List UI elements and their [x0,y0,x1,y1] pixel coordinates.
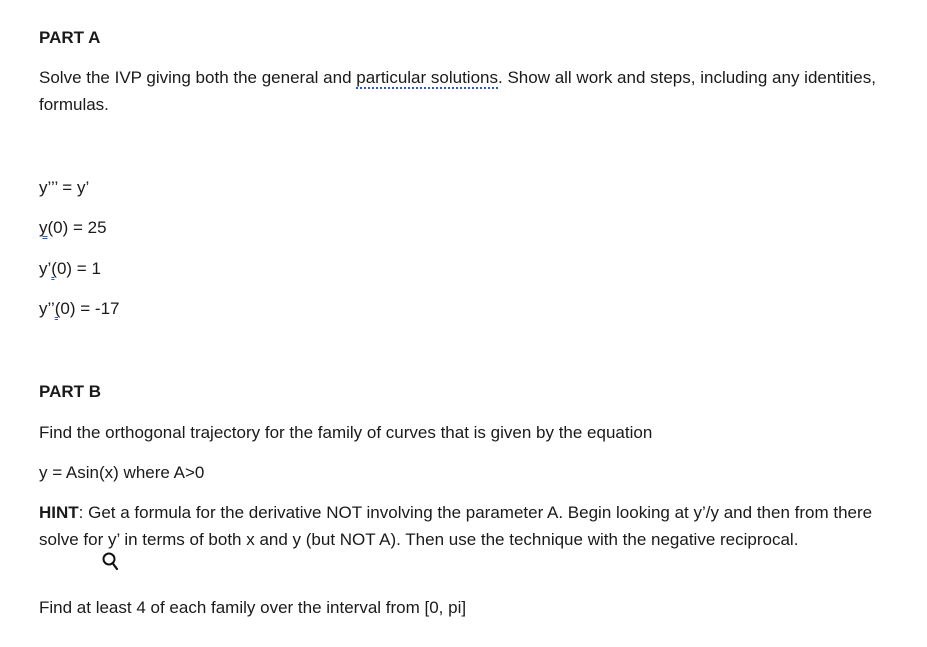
hint-label: HINT [39,503,79,522]
family-equation: y = Asin(x) where A>0 [39,463,205,482]
initial-condition-2-var: y’ [39,259,52,278]
initial-condition-2-mark[interactable]: ( [51,259,57,278]
initial-condition-3 [39,295,119,322]
part-b-instructions: Find the orthogonal trajectory for the family of curves that is given by the equation [39,423,653,442]
part-a-instructions [39,64,879,118]
part-a-instructions-start: Solve the IVP giving both the general and [39,68,357,87]
part-a-instructions-end: . Show all work and steps, including any identities, formulas. [39,68,876,114]
initial-condition-3-mark[interactable]: ( [54,299,61,318]
initial-condition-1 [39,214,107,241]
initial-condition-2-value: 0) = 1 [56,259,101,278]
part-a-heading: PART A [39,28,101,47]
initial-condition-3-var: y’’ [39,299,55,318]
initial-condition-1-var[interactable]: y [39,218,48,237]
hint-text: : Get a formula for the derivative NOT involving the parameter A. Begin looking at y’/y and then from there solve for y’ in terms of both x and y (but NOT A). Then use the technique with the negative reciprocal. [39,503,873,549]
final-instruction: Find at least 4 of each family over the interval from [0, pi] [39,598,467,617]
initial-condition-3-value: 0) = -17 [60,299,120,318]
magnifier-cursor-icon [101,552,121,572]
initial-condition-2 [39,255,101,282]
spellcheck-underlined-phrase[interactable]: particular solutions [356,68,498,87]
hint-paragraph [39,499,879,553]
initial-condition-1-value: (0) = 25 [47,218,107,237]
part-b-heading: PART B [39,382,102,401]
differential-equation: y’’’ = y’ [39,178,90,197]
